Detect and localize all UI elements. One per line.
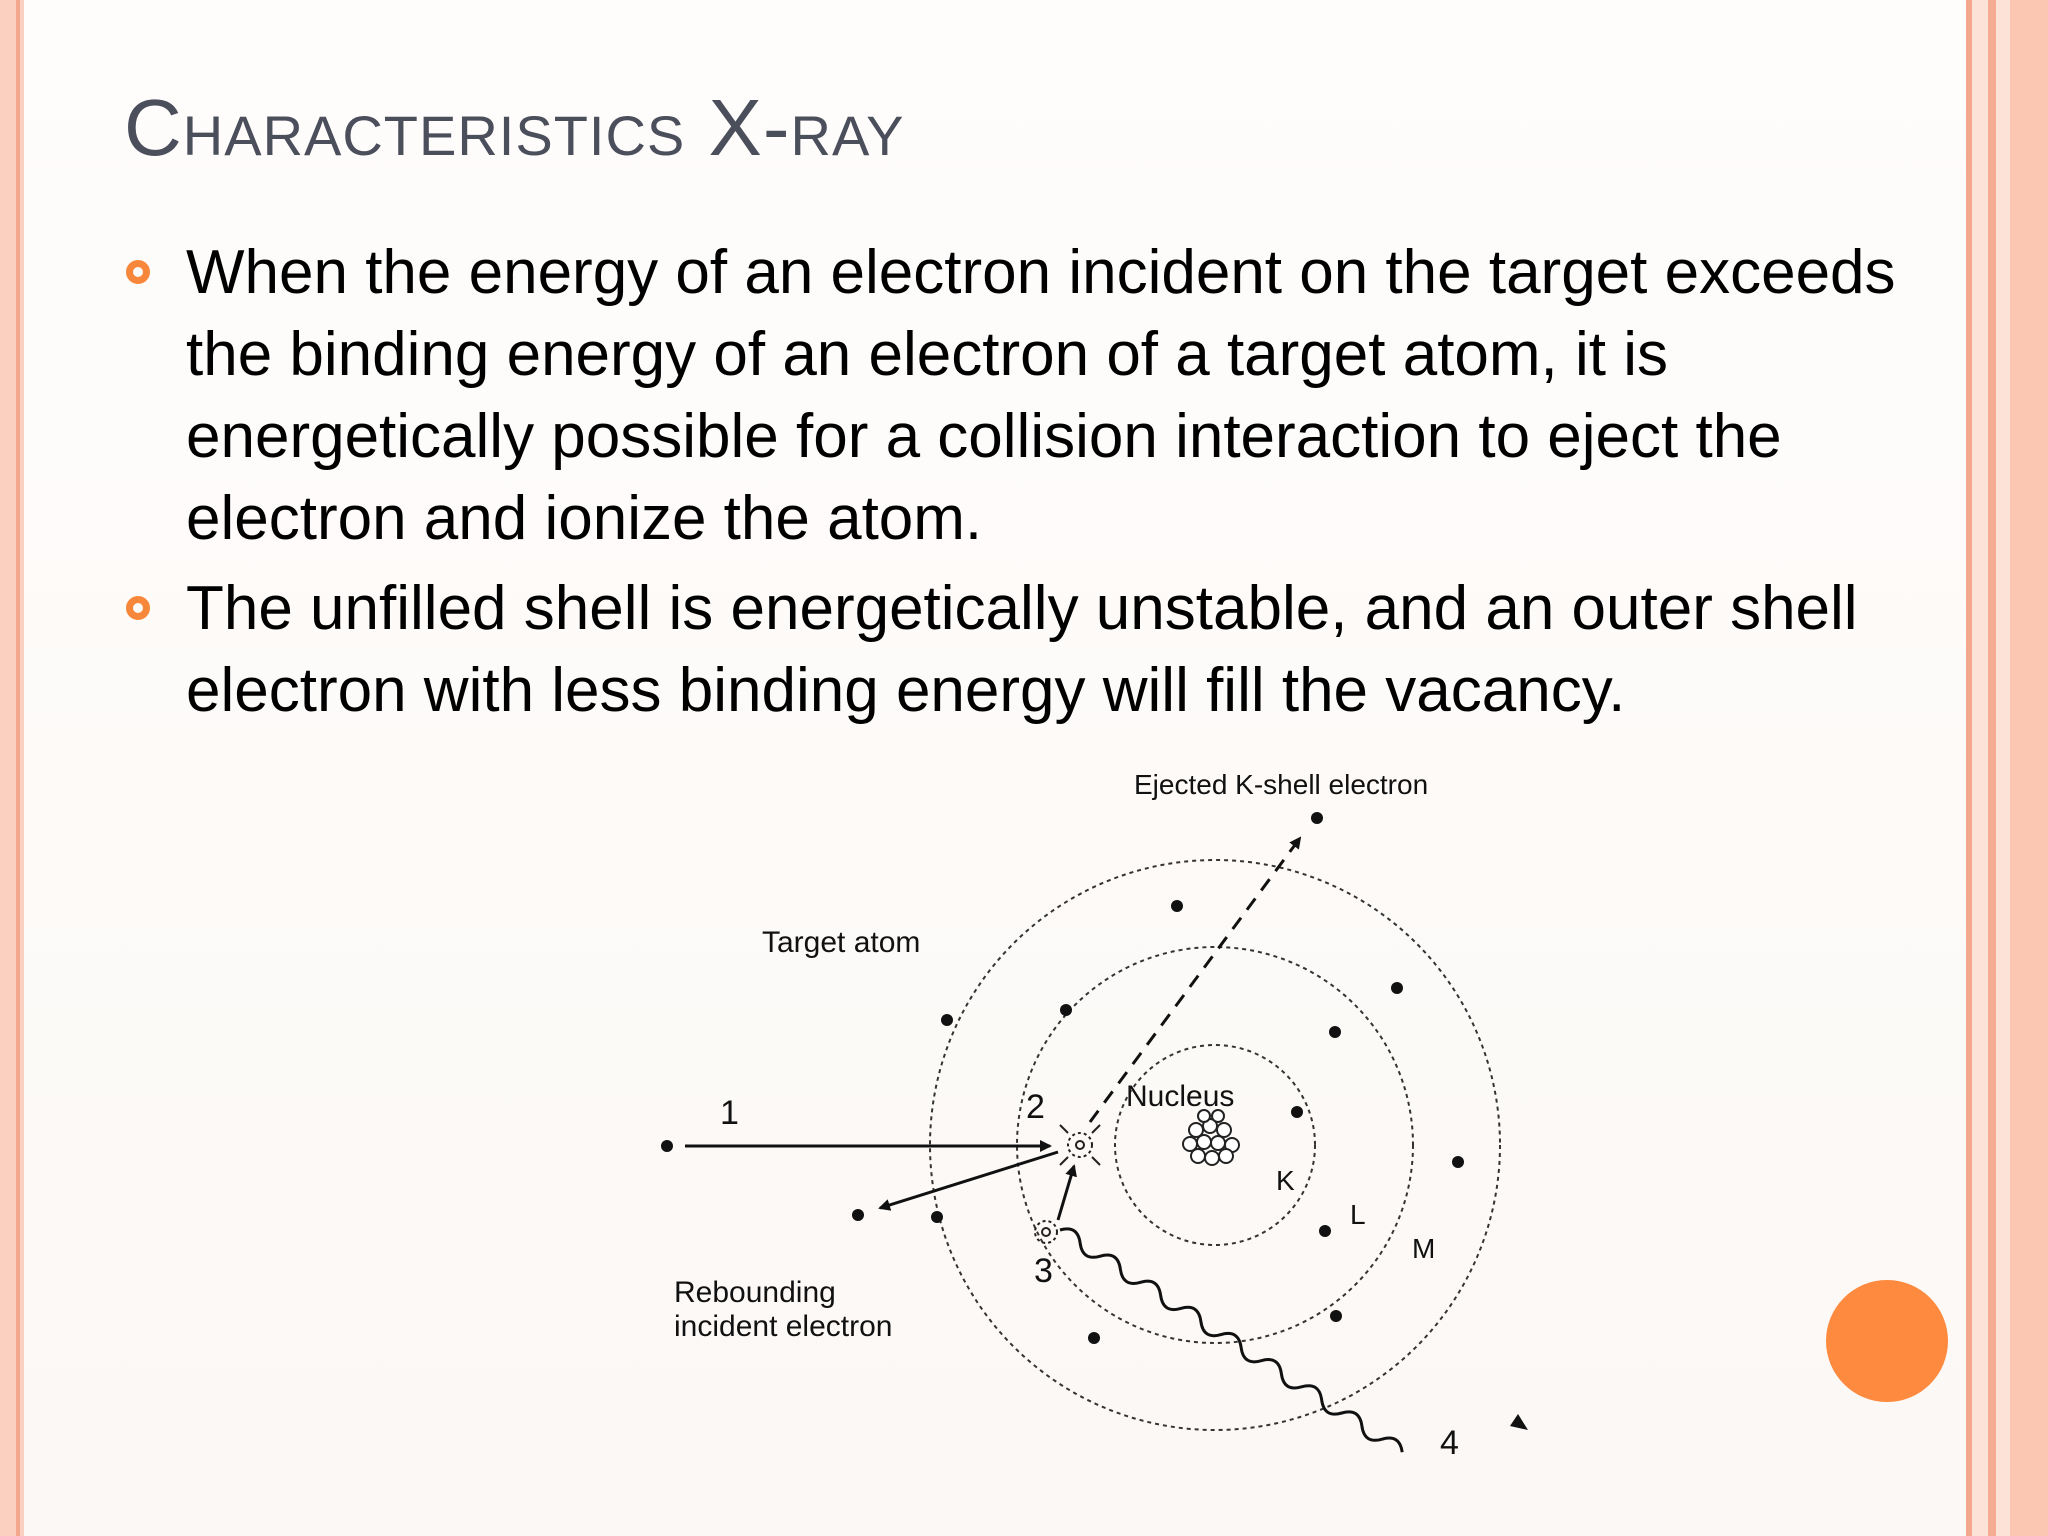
bullet-item (124, 232, 1924, 560)
rebounding-electron-path (880, 1152, 1058, 1208)
decorative-orange-circle (1826, 1280, 1948, 1402)
x-ray-arrow-head-icon (1510, 1414, 1528, 1430)
orbital-electrons (931, 900, 1464, 1344)
label-step-2: 2 (1026, 1088, 1045, 1126)
bullet-ring-icon (126, 260, 150, 284)
k-vacancy-icon (1060, 1125, 1100, 1165)
label-rebounding-2: incident electron (674, 1310, 893, 1343)
bullet-item (124, 568, 1924, 732)
label-shell-m: M (1412, 1233, 1436, 1264)
bullet-text: When the energy of an electron incident on the target exceeds the binding energy of an electron of a target atom, it is energetically possible for a collision interaction to eject the electron and ionize the atom. (186, 238, 1896, 553)
right-border (1966, 0, 2048, 1536)
nucleus-icon (1183, 1110, 1239, 1165)
rebounding-electron (852, 1209, 864, 1221)
l-shell-electron-icon (1035, 1221, 1057, 1243)
left-border-line (16, 0, 20, 1536)
label-shell-k: K (1276, 1165, 1295, 1196)
x-ray-interaction-diagram (640, 760, 1560, 1480)
label-rebounding-1: Rebounding (674, 1276, 836, 1309)
label-target-atom: Target atom (762, 926, 921, 959)
label-ejected: Ejected K-shell electron (1134, 769, 1429, 800)
bullet-ring-icon (126, 596, 150, 620)
bullet-list (124, 232, 1924, 740)
label-nucleus: Nucleus (1126, 1080, 1235, 1113)
label-shell-l: L (1350, 1199, 1366, 1230)
bullet-text: The unfilled shell is energetically unstable, and an outer shell electron with less binding energy will fill the vacancy. (186, 574, 1858, 725)
left-border (0, 0, 24, 1536)
label-step-1: 1 (720, 1094, 739, 1132)
slide-title: Characteristics X-ray (124, 83, 905, 172)
label-step-3: 3 (1034, 1252, 1053, 1290)
label-step-4: 4 (1440, 1424, 1459, 1462)
transition-path (1058, 1166, 1074, 1220)
ejected-electron (1311, 812, 1323, 824)
incident-electron (661, 1140, 673, 1152)
x-ray-photon-wave (1056, 1224, 1406, 1458)
